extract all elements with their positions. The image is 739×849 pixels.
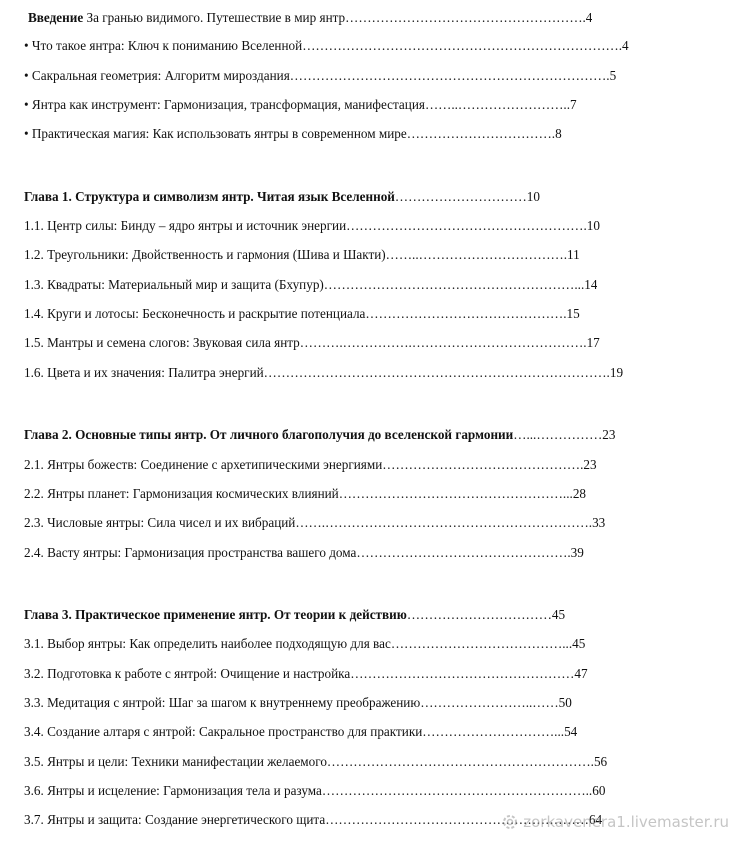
toc-entry-3-6: 3.6. Янтры и исцеление: Гармонизация тела и разума……………………………………………………..60 (24, 783, 606, 798)
chapter2-heading (24, 427, 615, 443)
intro-heading-text: За гранью видимого. Путешествие в мир янтр……………………………………………….4 (83, 10, 593, 25)
toc-entry-1-5: 1.5. Мантры и семена слогов: Звуковая сила янтр……….…………….………………………………….17 (24, 335, 600, 350)
toc-entry-3-5: 3.5. Янтры и цели: Техники манифестации желаемого…………………………………………………….56 (24, 754, 608, 769)
chapter1-heading-text: …………………………10 (394, 189, 540, 204)
toc-entry-intro-1: • Что такое янтра: Ключ к пониманию Вселенной……………………………………………………………….4 (24, 38, 629, 53)
toc-entry-intro-3: • Янтра как инструмент: Гармонизация, трансформация, манифестация……..……………………..7 (24, 97, 577, 112)
toc-entry-intro-4: • Практическая магия: Как использовать янтры в современном мире…………………………….8 (24, 126, 562, 141)
toc-entry-2-2: 2.2. Янтры планет: Гармонизация космических влияний……………………………………………...28 (24, 486, 587, 501)
toc-entry-2-4: 2.4. Васту янтры: Гармонизация пространства вашего дома………………………………………….39 (24, 545, 584, 560)
toc-entry-3-1: 3.1. Выбор янтры: Как определить наиболее подходящую для вас…………………………………...45 (24, 636, 586, 651)
toc-entry-3-4: 3.4. Создание алтаря с янтрой: Сакральное пространство для практики…………………………...54 (24, 724, 578, 739)
chapter3-heading-bold: Глава 3. Практическое применение янтр. От теории к действию (24, 607, 407, 622)
chapter2-heading-text: …...……………23 (513, 427, 616, 442)
chapter2-heading-bold: Глава 2. Основные типы янтр. От личного благополучия до вселенской гармонии (24, 427, 514, 442)
chapter1-heading (24, 189, 540, 205)
toc-entry-1-3: 1.3. Квадраты: Материальный мир и защита (Бхупур)…………………………………………………...14 (24, 277, 598, 292)
toc-entry-2-1: 2.1. Янтры божеств: Соединение с архетипическими энергиями……………………………………….23 (24, 457, 597, 472)
toc-entry-3-2: 3.2. Подготовка к работе с янтрой: Очищение и настройка……………………………………………47 (24, 666, 588, 681)
gear-flower-icon (501, 813, 519, 831)
toc-entry-1-6: 1.6. Цвета и их значения: Палитра энергий…………………………………………………………………….19 (24, 365, 624, 380)
intro-heading-bold: Введение (28, 10, 84, 25)
toc-entry-1-1: 1.1. Центр силы: Бинду – ядро янтры и источник энергии……………………………………………….10 (24, 218, 600, 233)
intro-heading (28, 10, 592, 26)
chapter3-heading (24, 607, 565, 623)
toc-entry-intro-2: • Сакральная геометрия: Алгоритм мироздания……………………………………………………………….5 (24, 68, 617, 83)
chapter3-heading-text: ……………………………45 (406, 607, 566, 622)
toc-entry-2-3: 2.3. Числовые янтры: Сила чисел и их вибраций…….…………………………………………………….33 (24, 515, 606, 530)
toc-entry-1-4: 1.4. Круги и лотосы: Бесконечность и раскрытие потенциала……………………………………….15 (24, 306, 580, 321)
toc-entry-3-3: 3.3. Медитация с янтрой: Шаг за шагом к внутреннему преображению……………………..……50 (24, 695, 572, 710)
toc-entry-1-2: 1.2. Треугольники: Двойственность и гармония (Шива и Шакти)……..…………………………….11 (24, 247, 580, 262)
chapter1-heading-bold: Глава 1. Структура и символизм янтр. Читая язык Вселенной (24, 189, 395, 204)
toc-entry-3-7: 3.7. Янтры и защита: Создание энергетического щита……………………………………………………64 (24, 812, 603, 827)
watermark (501, 813, 729, 831)
watermark-text: zorkavenera1.livemaster.ru (523, 813, 729, 831)
